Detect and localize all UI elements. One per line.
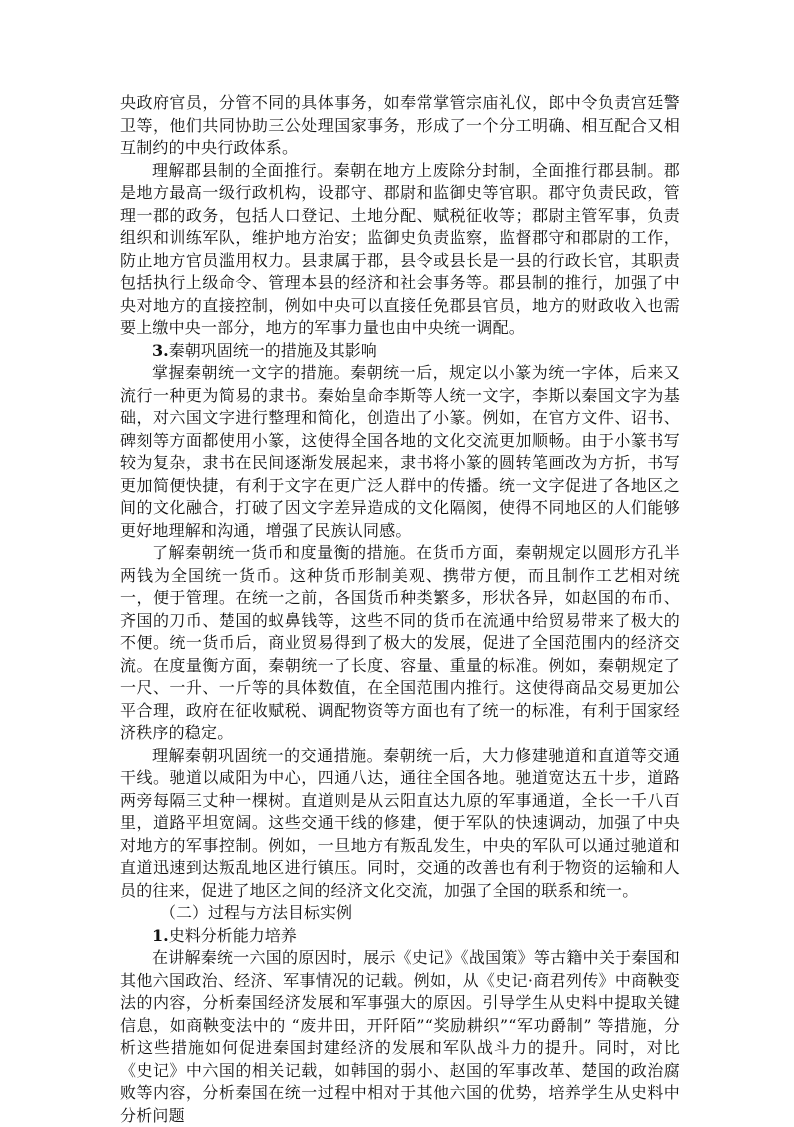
paragraph-source-analysis: 在讲解秦统一六国的原因时，展示《史记》《战国策》等古籍中关于秦国和其他六国政治、经济、军事情况的记载。例如，从《史记·商君列传》中商鞅变法的内容，分析秦国经济发展和军事强大的原因。引导学生从史料中提取关键信息，如商鞅变法中的 “废井田，开阡陌”“奖励耕织”“军功爵制” 等措施，分析这些措施如何促进秦国封建经济的发展和军队战斗力的提升。同时，对比《史记》中六国的相关记载，如韩国的弱小、赵国的军事改革、楚国的政治腐败等内容，分析秦国在统一过程中相对于其他六国的优势，培养学生从史料中分析问题 (120, 948, 680, 1125)
heading-text: 秦朝巩固统一的措施及其影响 (168, 340, 377, 360)
heading-number: 3. (152, 340, 169, 360)
heading-text: 史料分析能力培养 (168, 925, 297, 945)
paragraph-central-officials: 央政府官员，分管不同的具体事务，如奉常掌管宗庙礼仪，郎中令负责宫廷警卫等，他们共同协助三公处理国家事务，形成了一个分工明确、相互配合又相互制约的中央行政体系。 (120, 93, 680, 157)
paragraph-unified-currency: 了解秦朝统一货币和度量衡的措施。在货币方面，秦朝规定以圆形方孔半两钱为全国统一货币。这种货币形制美观、携带方便，而且制作工艺相对统一，便于管理。在统一之前，各国货币种类繁多，形状各异，如赵国的布币、齐国的刀币、楚国的蚁鼻钱等，这些不同的货币在流通中给贸易带来了极大的不便。统一货币后，商业贸易得到了极大的发展，促进了全国范围内的经济交流。在度量衡方面，秦朝统一了长度、容量、重量的标准。例如，秦朝规定了一尺、一升、一斤等的具体数值，在全国范围内推行。这使得商品交易更加公平合理，政府在征收赋税、调配物资等方面也有了统一的标准，有利于国家经济秩序的稳定。 (120, 543, 680, 742)
heading-consolidation-measures (120, 340, 680, 363)
section-heading-process-method: （二）过程与方法目标实例 (160, 903, 353, 922)
heading-source-analysis (120, 925, 680, 948)
document-body (120, 92, 680, 1127)
paragraph-unified-script: 掌握秦朝统一文字的措施。秦朝统一后，规定以小篆为统一字体，后来又流行一种更为简易的隶书。秦始皇命李斯等人统一文字，李斯以秦国文字为基础，对六国文字进行整理和简化，创造出了小篆。例如，在官方文件、诏书、碑刻等方面都使用小篆，这使得全国各地的文化交流更加顺畅。由于小篆书写较为复杂，隶书在民间逐渐发展起来，隶书将小篆的圆转笔画改为方折，书写更加简便快捷，有利于文字在更广泛人群中的传播。统一文字促进了各地区之间的文化融合，打破了因文字差异造成的文化隔阂，使得不同地区的人们能够更好地理解和沟通，增强了民族认同感。 (120, 363, 680, 540)
heading-number: 1. (152, 925, 169, 945)
paragraph-commandery-county: 理解郡县制的全面推行。秦朝在地方上废除分封制，全面推行郡县制。郡是地方最高一级行政机构，设郡守、郡尉和监御史等官职。郡守负责民政，管理一郡的政务，包括人口登记、土地分配、赋税征收等；郡尉主管军事，负责组织和训练军队，维护地方治安；监御史负责监察，监督郡守和郡尉的工作，防止地方官员滥用权力。县隶属于郡，县令或县长是一县的行政长官，其职责包括执行上级命令、管理本县的经济和社会事务等。郡县制的推行，加强了中央对地方的直接控制，例如中央可以直接任免郡县官员，地方的财政收入也需要上缴中央一部分，地方的军事力量也由中央统一调配。 (120, 160, 680, 337)
paragraph-transport: 理解秦朝巩固统一的交通措施。秦朝统一后，大力修建驰道和直道等交通干线。驰道以咸阳为中心，四通八达，通往全国各地。驰道宽达五十步，道路两旁每隔三丈种一棵树。直道则是从云阳直达九原的军事通道，全长一千八百里，道路平坦宽阔。这些交通干线的修建，便于军队的快速调动，加强了中央对地方的军事控制。例如，一旦地方有叛乱发生，中央的军队可以通过驰道和直道迅速到达叛乱地区进行镇压。同时，交通的改善也有利于物资的运输和人员的往来，促进了地区之间的经济文化交流，加强了全国的联系和统一。 (120, 745, 680, 900)
